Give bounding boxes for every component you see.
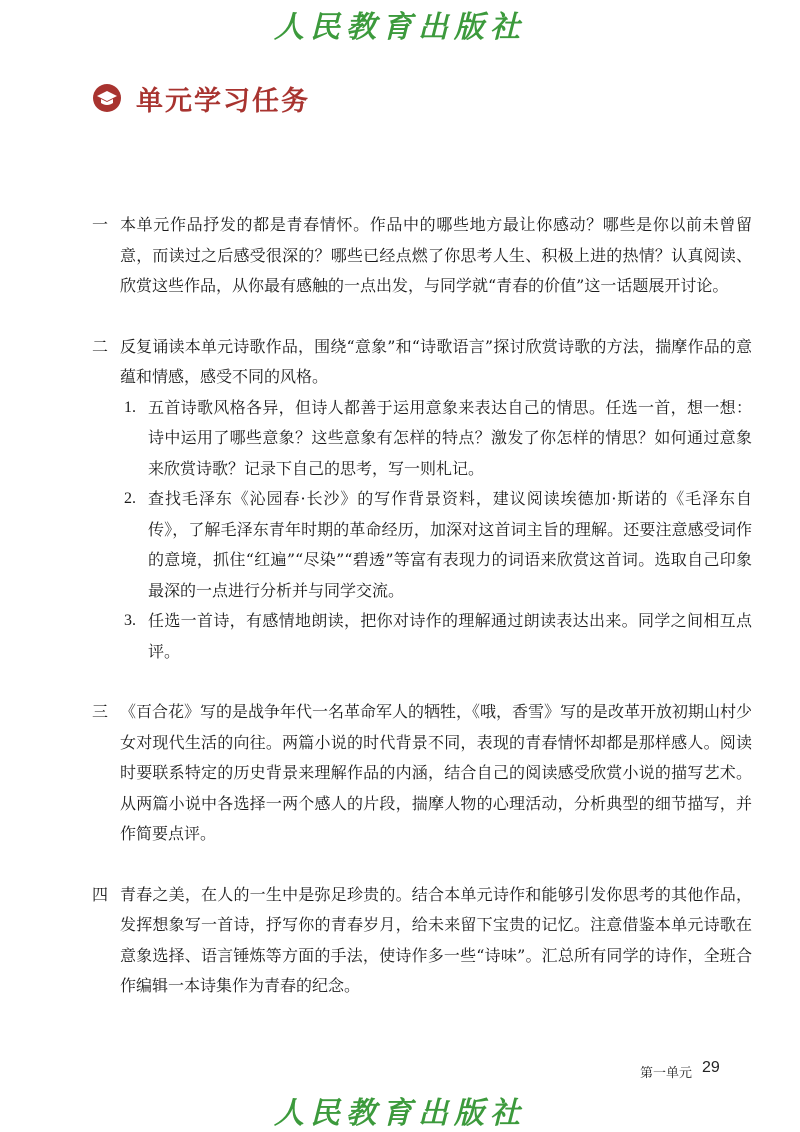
subtask-number: 1. <box>124 398 136 416</box>
publisher-logo-top: 人民教育出版社 <box>274 10 526 45</box>
subtask-item <box>124 484 752 606</box>
task-text: 青春之美，在人的一生中是弥足珍贵的。结合本单元诗作和能够引发你思考的其他作品，发挥想象写一首诗，抒写你的青春岁月，给未来留下宝贵的记忆。注意借鉴本单元诗歌在意象选择、语言锤炼等方面的手法，使诗作多一些“诗味”。汇总所有同学的诗作，全班合作编辑一本诗集作为青春的纪念。 <box>120 884 752 995</box>
graduation-cap-icon <box>92 83 122 113</box>
page-title: 单元学习任务 <box>136 85 310 117</box>
subtask-text: 任选一首诗，有感情地朗读，把你对诗作的理解通过朗读表达出来。同学之间相互点评。 <box>148 611 752 661</box>
task-item <box>92 332 752 668</box>
subtask-text: 查找毛泽东《沁园春·长沙》的写作背景资料，建议阅读埃德加·斯诺的《毛泽东自传》，了解毛泽东青年时期的革命经历，加深对这首词主旨的理解。还要注意感受词作的意境，抓住“红遍”“尽染”“碧透”等富有表现力的词语来欣赏这首词。选取自己印象最深的一点进行分析并与同学交流。 <box>148 489 752 600</box>
task-item <box>92 210 752 302</box>
task-number: 二 <box>92 336 109 356</box>
task-item <box>92 697 752 850</box>
subtask-text: 五首诗歌风格各异，但诗人都善于运用意象来表达自己的情思。任选一首，想一想：诗中运用了哪些意象？这些意象有怎样的特点？激发了你怎样的情思？如何通过意象来欣赏诗歌？记录下自己的思考，写一则札记。 <box>148 397 752 478</box>
task-number: 四 <box>92 884 109 904</box>
page-number: 29 <box>702 1059 720 1076</box>
section-header <box>92 76 310 120</box>
task-number: 一 <box>92 215 109 234</box>
subtask-item <box>124 393 752 485</box>
task-text: 本单元作品抒发的都是青春情怀。作品中的哪些地方最让你感动？哪些是你以前未曾留意，而读过之后感受很深的？哪些已经点燃了你思考人生、积极上进的热情？认真阅读、欣赏这些作品，从你最有感触的一点出发，与同学就“青春的价值”这一话题展开讨论。 <box>120 215 752 295</box>
task-text: 反复诵读本单元诗歌作品，围绕“意象”和“诗歌语言”探讨欣赏诗歌的方法，揣摩作品的意蕴和情感，感受不同的风格。 <box>120 336 752 386</box>
task-list <box>92 210 752 1002</box>
subtask-item <box>124 606 752 667</box>
task-text: 《百合花》写的是战争年代一名革命军人的牺牲，《哦，香雪》写的是改革开放初期山村少女对现代生活的向往。两篇小说的时代背景不同，表现的青春情怀却都是那样感人。阅读时要联系特定的历史背景来理解作品的内涵，结合自己的阅读感受欣赏小说的描写艺术。从两篇小说中各选择一两个感人的片段，揣摩人物的心理活动，分析典型的细节描写，并作简要点评。 <box>120 702 753 843</box>
subtask-number: 3. <box>124 612 136 629</box>
unit-label: 第一单元 <box>639 1066 692 1081</box>
publisher-logo-bottom: 人民教育出版社 <box>274 1096 526 1131</box>
task-number: 三 <box>92 702 109 721</box>
subtask-number: 2. <box>124 490 136 507</box>
task-item <box>92 880 752 1002</box>
